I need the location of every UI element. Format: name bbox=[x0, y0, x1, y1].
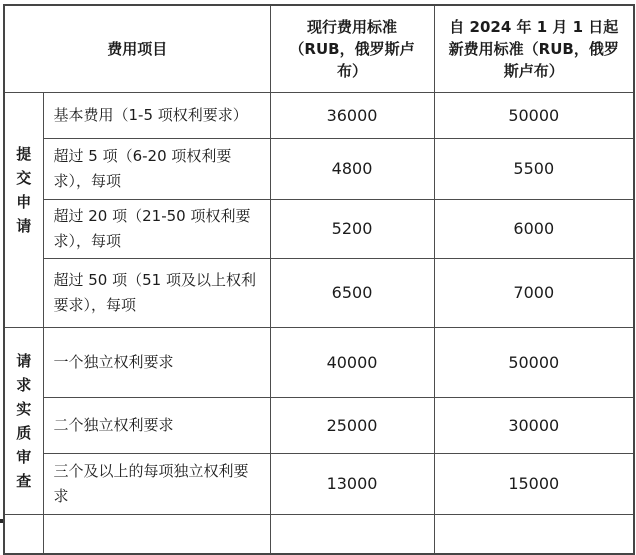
new-fee-cell: 15000 bbox=[434, 453, 634, 514]
table-row bbox=[4, 397, 634, 453]
current-fee-cell bbox=[270, 514, 434, 554]
group-label-text: 提交申请 bbox=[16, 144, 32, 235]
header-fee-item: 费用项目 bbox=[4, 5, 270, 92]
fee-item-cell bbox=[43, 514, 270, 554]
fee-item-cell: 三个及以上的每项独立权利要求 bbox=[43, 453, 270, 514]
new-fee-cell: 50000 bbox=[434, 92, 634, 138]
fee-schedule-table bbox=[3, 4, 635, 555]
group-label-submit-application bbox=[4, 92, 43, 327]
table-row bbox=[4, 453, 634, 514]
table-row bbox=[4, 258, 634, 327]
table-row bbox=[4, 138, 634, 199]
fee-item-cell: 超过 5 项（6-20 项权利要求），每项 bbox=[43, 138, 270, 199]
new-fee-cell: 30000 bbox=[434, 397, 634, 453]
fee-item-cell: 超过 20 项（21-50 项权利要求），每项 bbox=[43, 199, 270, 258]
group-label-cell-empty bbox=[4, 514, 43, 554]
fee-item-cell: 二个独立权利要求 bbox=[43, 397, 270, 453]
group-label-text: 请求实质审查 bbox=[16, 351, 32, 490]
new-fee-cell: 7000 bbox=[434, 258, 634, 327]
header-new-fee: 自 2024 年 1 月 1 日起新费用标准（RUB，俄罗斯卢布） bbox=[434, 5, 634, 92]
table-header-row bbox=[4, 5, 634, 92]
current-fee-cell: 13000 bbox=[270, 453, 434, 514]
fee-item-cell: 基本费用（1-5 项权利要求） bbox=[43, 92, 270, 138]
current-fee-cell: 40000 bbox=[270, 327, 434, 397]
new-fee-cell: 5500 bbox=[434, 138, 634, 199]
current-fee-cell: 25000 bbox=[270, 397, 434, 453]
new-fee-cell: 6000 bbox=[434, 199, 634, 258]
new-fee-cell: 50000 bbox=[434, 327, 634, 397]
group-label-substantive-examination bbox=[4, 327, 43, 514]
current-fee-cell: 4800 bbox=[270, 138, 434, 199]
current-fee-cell: 5200 bbox=[270, 199, 434, 258]
table-row bbox=[4, 199, 634, 258]
current-fee-cell: 6500 bbox=[270, 258, 434, 327]
table-row-partial bbox=[4, 514, 634, 554]
table-row bbox=[4, 92, 634, 138]
header-current-fee: 现行费用标准（RUB，俄罗斯卢布） bbox=[270, 5, 434, 92]
new-fee-cell bbox=[434, 514, 634, 554]
fee-item-cell: 超过 50 项（51 项及以上权利要求），每项 bbox=[43, 258, 270, 327]
stray-text-fragment bbox=[0, 519, 3, 523]
current-fee-cell: 36000 bbox=[270, 92, 434, 138]
fee-item-cell: 一个独立权利要求 bbox=[43, 327, 270, 397]
table-row bbox=[4, 327, 634, 397]
